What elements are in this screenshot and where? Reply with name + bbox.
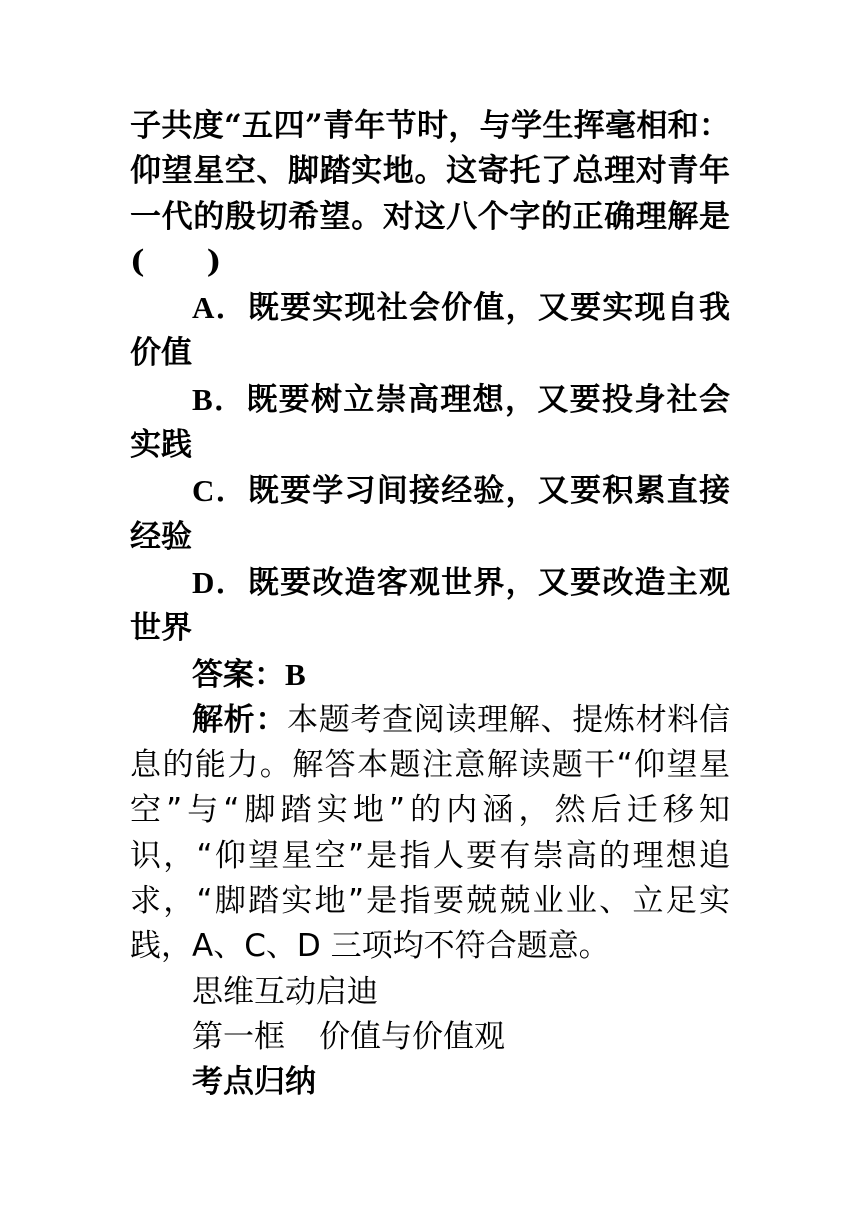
section-title [130,970,730,1015]
frame-label: 第一框 [192,1018,285,1055]
question-stem-text: 子共度“五四”青年节时，与学生挥毫相和：仰望星空、脚踏实地。这寄托了总理对青年一代的殷切希望。对这八个字的正确理解是( ) [130,108,730,280]
answer-value: B [285,656,306,692]
summary-heading-text: 考点归纳 [192,1064,316,1101]
option-a-letter: A． [192,290,248,326]
option-d-letter: D． [192,564,248,600]
answer-label: 答案： [192,656,285,693]
option-a [130,285,730,377]
option-c-letter: C． [192,473,248,509]
option-c-text: 既要学习间接经验，又要积累直接经验 [130,473,731,555]
option-d [130,560,730,652]
frame-title: 价值与价值观 [319,1018,505,1055]
section-title-text: 思维互动启迪 [192,973,378,1010]
option-a-text: 既要实现社会价值，又要实现自我价值 [130,290,731,372]
analysis-paragraph [130,698,730,970]
option-b-text: 既要树立崇高理想，又要投身社会实践 [130,381,730,464]
frame-line [130,1015,730,1060]
question-stem [130,104,730,285]
analysis-label: 解析： [192,701,288,738]
document-page [130,104,730,1106]
answer-line [130,652,730,698]
option-d-text: 既要改造客观世界，又要改造主观世界 [130,564,731,647]
summary-heading [130,1060,730,1105]
analysis-text: 本题考查阅读理解、提炼材料信息的能力。解答本题注意解读题干“仰望星空”与“脚踏实地”的内涵，然后迁移知识，“仰望星空”是指人要有崇高的理想追求，“脚踏实地”是指要兢兢业业、立足实践，A、C、D 三项均不符合题意。 [130,701,730,965]
option-b-letter: B． [192,381,247,417]
option-c [130,468,730,560]
option-b [130,377,730,469]
